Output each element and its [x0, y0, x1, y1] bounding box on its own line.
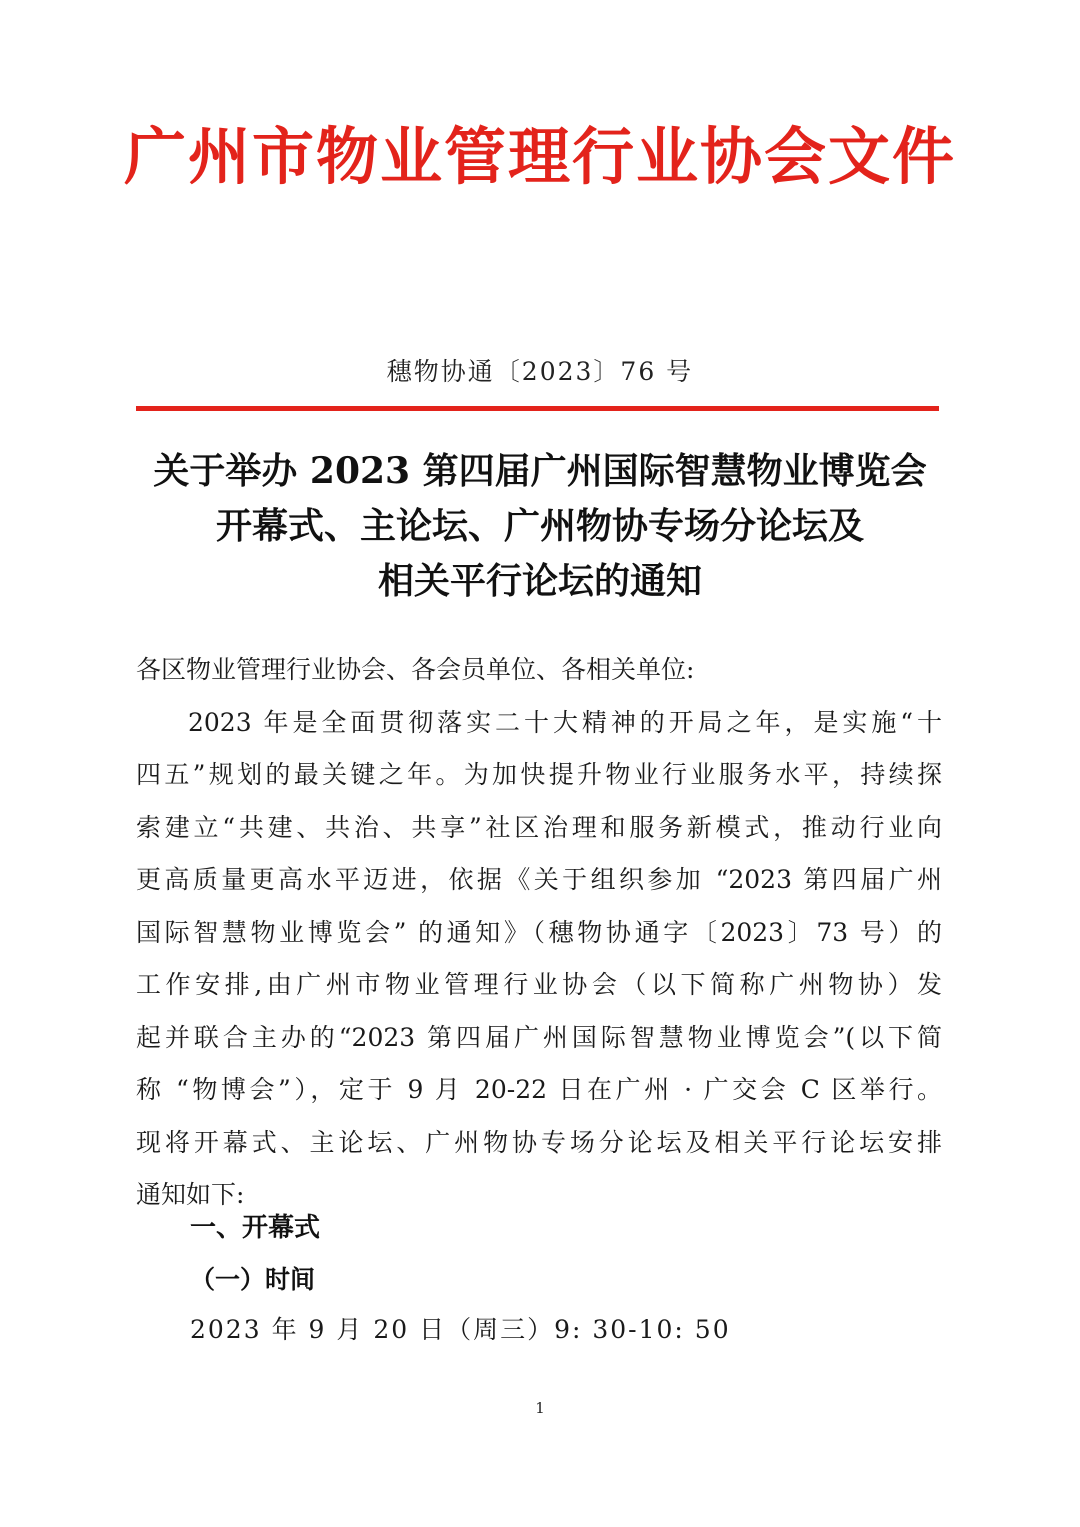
paragraph-line: 起并联合主办的“2023 第四届广州国际智慧物业博览会”(以下简	[136, 1022, 942, 1052]
section-heading-opening-ceremony: 一、开幕式	[190, 1213, 321, 1243]
paragraph-line: 更高质量更高水平迈进，依据《关于组织参加 “2023 第四届广州	[136, 865, 942, 894]
paragraph-line: 四五”规划的最关键之年。为加快提升物业行业服务水平，持续探	[136, 760, 942, 789]
salutation: 各区物业管理行业协会、各会员单位、各相关单位:	[136, 655, 695, 684]
issuer-header-title: 广州市物业管理行业协会文件	[123, 120, 956, 193]
notice-title	[0, 444, 1080, 609]
notice-body	[136, 644, 942, 1222]
notice-title-line: 开幕式、主论坛、广州物协专场分论坛及	[215, 505, 864, 547]
page-number: 1	[535, 1399, 545, 1417]
subsection-heading-time: （一）时间	[190, 1265, 316, 1294]
paragraph-line: 现将开幕式、主论坛、广州物协专场分论坛及相关平行论坛安排	[136, 1127, 942, 1157]
paragraph-line: 工作安排,由广州市物业管理行业协会（以下简称广州物协）发	[136, 970, 942, 999]
red-divider-line	[136, 406, 939, 411]
paragraph-line: 索建立“共建、共治、共享”社区治理和服务新模式，推动行业向	[136, 812, 942, 842]
paragraph-line: 国际智慧物业博览会” 的通知》（穗物协通字〔2023〕73 号）的	[136, 917, 942, 947]
paragraph-line: 称 “物博会”），定于 9 月 20-22 日在广州 · 广交会 C 区举行。	[136, 1075, 942, 1104]
notice-title-line: 相关平行论坛的通知	[377, 560, 702, 602]
event-time-text: 2023 年 9 月 20 日（周三）9: 30-10: 50	[190, 1315, 731, 1344]
notice-title-line: 关于举办 2023 第四届广州国际智慧物业博览会	[153, 450, 927, 492]
document-number: 穗物协通〔2023〕76 号	[386, 357, 694, 386]
paragraph-line: 2023 年是全面贯彻落实二十大精神的开局之年，是实施“十	[188, 707, 942, 737]
paragraph-line: 通知如下:	[136, 1180, 245, 1209]
